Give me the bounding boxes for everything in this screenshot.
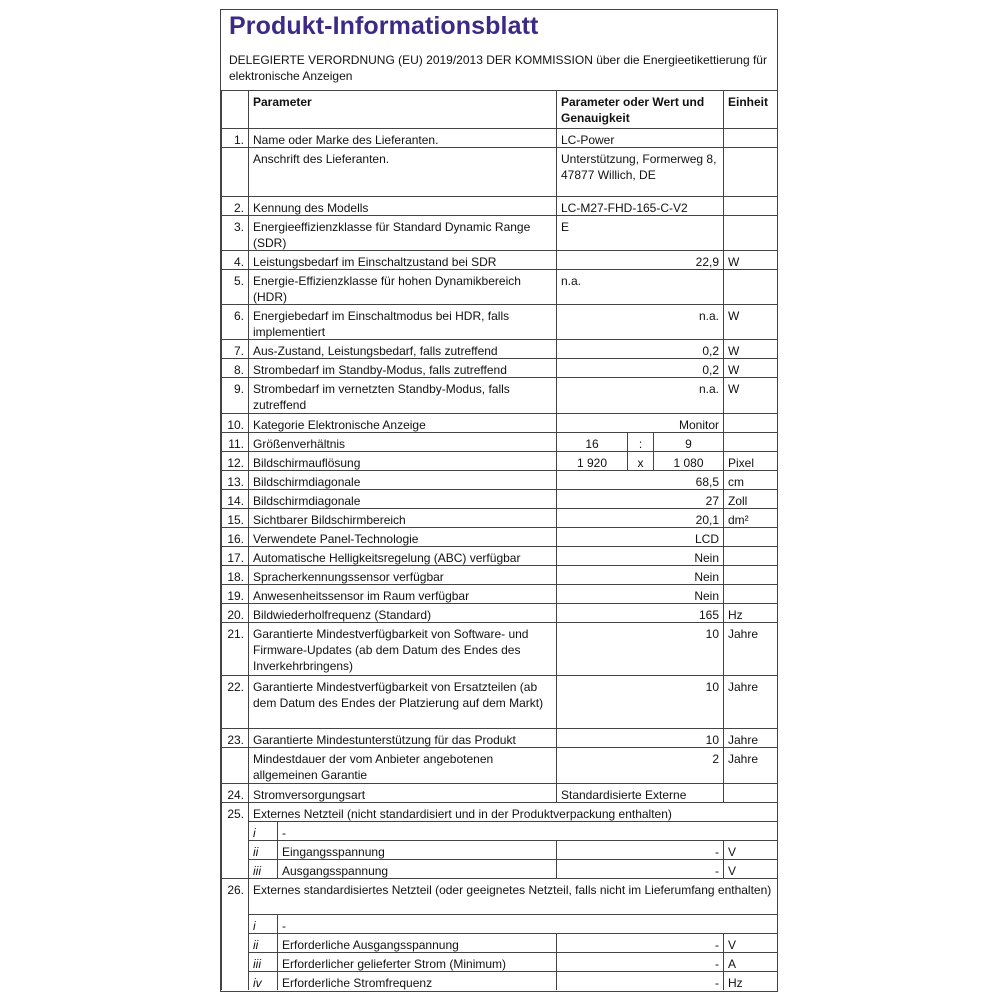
sub-value: - xyxy=(556,971,723,990)
roman-numeral: iii xyxy=(248,859,277,878)
parameter-label: Automatische Helligkeitsregelung (ABC) verfügbar xyxy=(248,546,556,565)
unit-cell xyxy=(723,147,777,196)
roman-numeral: ii xyxy=(248,840,277,859)
parameter-label: Strombedarf im vernetzten Standby-Modus, falls zutreffend xyxy=(248,377,556,413)
value-part-b: 1 080 xyxy=(653,451,723,470)
parameter-label: Garantierte Mindestverfügbarkeit von Ersatzteilen (ab dem Datum des Endes der Platzierung auf dem Markt) xyxy=(248,675,556,728)
sub-unit: V xyxy=(723,859,777,878)
unit-cell xyxy=(723,546,777,565)
row-number: 5. xyxy=(221,269,248,304)
row-number: 4. xyxy=(221,250,248,269)
sheet-header xyxy=(221,10,777,90)
sub-unit: Hz xyxy=(723,971,777,990)
parameter-table xyxy=(221,90,777,991)
sub-label: Erforderlicher gelieferter Strom (Minimum) xyxy=(277,952,556,971)
unit-cell: cm xyxy=(723,470,777,489)
parameter-value: 10 xyxy=(556,622,723,675)
parameter-label: Bildschirmdiagonale xyxy=(248,489,556,508)
parameter-value: n.a. xyxy=(556,377,723,413)
parameter-value: Nein xyxy=(556,565,723,584)
parameter-label: Energie-Effizienzklasse für hohen Dynamikbereich (HDR) xyxy=(248,269,556,304)
row-number: 21. xyxy=(221,622,248,675)
roman-numeral: iv xyxy=(248,971,277,990)
row-number: 23. xyxy=(221,728,248,747)
unit-cell: Pixel xyxy=(723,451,777,470)
sub-value: - xyxy=(556,859,723,878)
unit-cell: Jahre xyxy=(723,622,777,675)
parameter-value: LC-M27-FHD-165-C-V2 xyxy=(556,196,723,215)
unit-cell xyxy=(723,565,777,584)
sub-label: Erforderliche Ausgangsspannung xyxy=(277,933,556,952)
document-title: Produkt-Informationsblatt xyxy=(229,12,539,40)
parameter-value: Unterstützung, Formerweg 8, 47877 Willich, DE xyxy=(556,147,723,196)
parameter-label: Bildschirmdiagonale xyxy=(248,470,556,489)
parameter-value: Standardisierte Externe xyxy=(556,783,723,802)
header-value: Parameter oder Wert und Genauigkeit xyxy=(556,90,723,128)
parameter-label: Stromversorgungsart xyxy=(248,783,556,802)
unit-cell: W xyxy=(723,358,777,377)
parameter-value: 2 xyxy=(556,747,723,783)
sub-unit: V xyxy=(723,933,777,952)
row-number: 9. xyxy=(221,377,248,413)
unit-cell: dm² xyxy=(723,508,777,527)
sub-value: - xyxy=(556,952,723,971)
roman-numeral: ii xyxy=(248,933,277,952)
row-number: 17. xyxy=(221,546,248,565)
row-number: 10. xyxy=(221,413,248,432)
parameter-value: Nein xyxy=(556,584,723,603)
row-number: 15. xyxy=(221,508,248,527)
unit-cell: W xyxy=(723,377,777,413)
row-number: 18. xyxy=(221,565,248,584)
row-number: 12. xyxy=(221,451,248,470)
parameter-label: Bildwiederholfrequenz (Standard) xyxy=(248,603,556,622)
row-number: 11. xyxy=(221,432,248,451)
parameter-label: Garantierte Mindestverfügbarkeit von Software- und Firmware-Updates (ab dem Datum des Endes des Inverkehrbringens) xyxy=(248,622,556,675)
parameter-label: Spracherkennungssensor verfügbar xyxy=(248,565,556,584)
unit-cell xyxy=(723,196,777,215)
document-subtitle: DELEGIERTE VERORDNUNG (EU) 2019/2013 DER KOMMISSION über die Energieetikettierung für elektronische Anzeigen xyxy=(229,53,767,83)
row-number: 6. xyxy=(221,304,248,339)
unit-cell xyxy=(723,783,777,802)
row-number: 3. xyxy=(221,215,248,250)
sub-value: - xyxy=(556,933,723,952)
parameter-label: Name oder Marke des Lieferanten. xyxy=(248,128,556,147)
sub-label: - xyxy=(277,821,777,840)
row-number: 2. xyxy=(221,196,248,215)
unit-cell: W xyxy=(723,339,777,358)
row-number: 7. xyxy=(221,339,248,358)
unit-cell xyxy=(723,432,777,451)
row-number xyxy=(221,147,248,196)
parameter-value: 10 xyxy=(556,675,723,728)
parameter-value: Monitor xyxy=(556,413,723,432)
unit-cell: W xyxy=(723,250,777,269)
row-number: 22. xyxy=(221,675,248,728)
parameter-value: n.a. xyxy=(556,304,723,339)
parameter-label: Strombedarf im Standby-Modus, falls zutreffend xyxy=(248,358,556,377)
unit-cell: W xyxy=(723,304,777,339)
unit-cell xyxy=(723,527,777,546)
unit-cell: Jahre xyxy=(723,747,777,783)
parameter-label: Kennung des Modells xyxy=(248,196,556,215)
parameter-value: 0,2 xyxy=(556,358,723,377)
roman-numeral: iii xyxy=(248,952,277,971)
parameter-label: Bildschirmauflösung xyxy=(248,451,556,470)
row-number: 16. xyxy=(221,527,248,546)
sub-value: - xyxy=(556,840,723,859)
section26-number: 26. xyxy=(221,878,248,990)
parameter-label: Mindestdauer der vom Anbieter angebotenen allgemeinen Garantie xyxy=(248,747,556,783)
parameter-label: Verwendete Panel-Technologie xyxy=(248,527,556,546)
row-number: 19. xyxy=(221,584,248,603)
parameter-value: Nein xyxy=(556,546,723,565)
parameter-value: E xyxy=(556,215,723,250)
header-unit: Einheit xyxy=(723,90,777,128)
parameter-label: Größenverhältnis xyxy=(248,432,556,451)
section25-number: 25. xyxy=(221,802,248,878)
parameter-value: 20,1 xyxy=(556,508,723,527)
parameter-label: Aus-Zustand, Leistungsbedarf, falls zutreffend xyxy=(248,339,556,358)
sub-label: Ausgangsspannung xyxy=(277,859,556,878)
row-number: 13. xyxy=(221,470,248,489)
row-number: 1. xyxy=(221,128,248,147)
parameter-value: LC-Power xyxy=(556,128,723,147)
parameter-value: 27 xyxy=(556,489,723,508)
unit-cell xyxy=(723,269,777,304)
sub-label: Eingangsspannung xyxy=(277,840,556,859)
unit-cell: Zoll xyxy=(723,489,777,508)
unit-cell xyxy=(723,128,777,147)
parameter-label: Kategorie Elektronische Anzeige xyxy=(248,413,556,432)
roman-numeral: i xyxy=(248,821,277,840)
section26-title: Externes standardisiertes Netzteil (oder geeignetes Netzteil, falls nicht im Lieferumfang enthalten) xyxy=(248,878,777,914)
parameter-value: LCD xyxy=(556,527,723,546)
parameter-value: 10 xyxy=(556,728,723,747)
unit-cell: Jahre xyxy=(723,675,777,728)
sub-unit: A xyxy=(723,952,777,971)
parameter-label: Anschrift des Lieferanten. xyxy=(248,147,556,196)
row-number xyxy=(221,747,248,783)
row-number: 20. xyxy=(221,603,248,622)
roman-numeral: i xyxy=(248,914,277,933)
parameter-value: 0,2 xyxy=(556,339,723,358)
value-separator: : xyxy=(627,432,653,451)
header-number-cell xyxy=(221,90,248,128)
parameter-value: 22,9 xyxy=(556,250,723,269)
row-number: 24. xyxy=(221,783,248,802)
parameter-label: Garantierte Mindestunterstützung für das Produkt xyxy=(248,728,556,747)
sub-label: - xyxy=(277,914,777,933)
parameter-label: Energieeffizienzklasse für Standard Dynamic Range (SDR) xyxy=(248,215,556,250)
unit-cell: Hz xyxy=(723,603,777,622)
parameter-value: 68,5 xyxy=(556,470,723,489)
sub-label: Erforderliche Stromfrequenz xyxy=(277,971,556,990)
parameter-label: Sichtbarer Bildschirmbereich xyxy=(248,508,556,527)
section25-title: Externes Netzteil (nicht standardisiert und in der Produktverpackung enthalten) xyxy=(248,802,777,821)
parameter-value: n.a. xyxy=(556,269,723,304)
row-number: 14. xyxy=(221,489,248,508)
unit-cell xyxy=(723,215,777,250)
unit-cell xyxy=(723,584,777,603)
parameter-label: Leistungsbedarf im Einschaltzustand bei SDR xyxy=(248,250,556,269)
header-parameter: Parameter xyxy=(248,90,556,128)
unit-cell: Jahre xyxy=(723,728,777,747)
value-part-a: 1 920 xyxy=(556,451,627,470)
sub-unit: V xyxy=(723,840,777,859)
value-part-b: 9 xyxy=(653,432,723,451)
parameter-label: Anwesenheitssensor im Raum verfügbar xyxy=(248,584,556,603)
parameter-label: Energiebedarf im Einschaltmodus bei HDR, falls implementiert xyxy=(248,304,556,339)
value-part-a: 16 xyxy=(556,432,627,451)
parameter-value: 165 xyxy=(556,603,723,622)
value-separator: x xyxy=(627,451,653,470)
product-information-sheet xyxy=(220,9,778,992)
row-number: 8. xyxy=(221,358,248,377)
unit-cell xyxy=(723,413,777,432)
